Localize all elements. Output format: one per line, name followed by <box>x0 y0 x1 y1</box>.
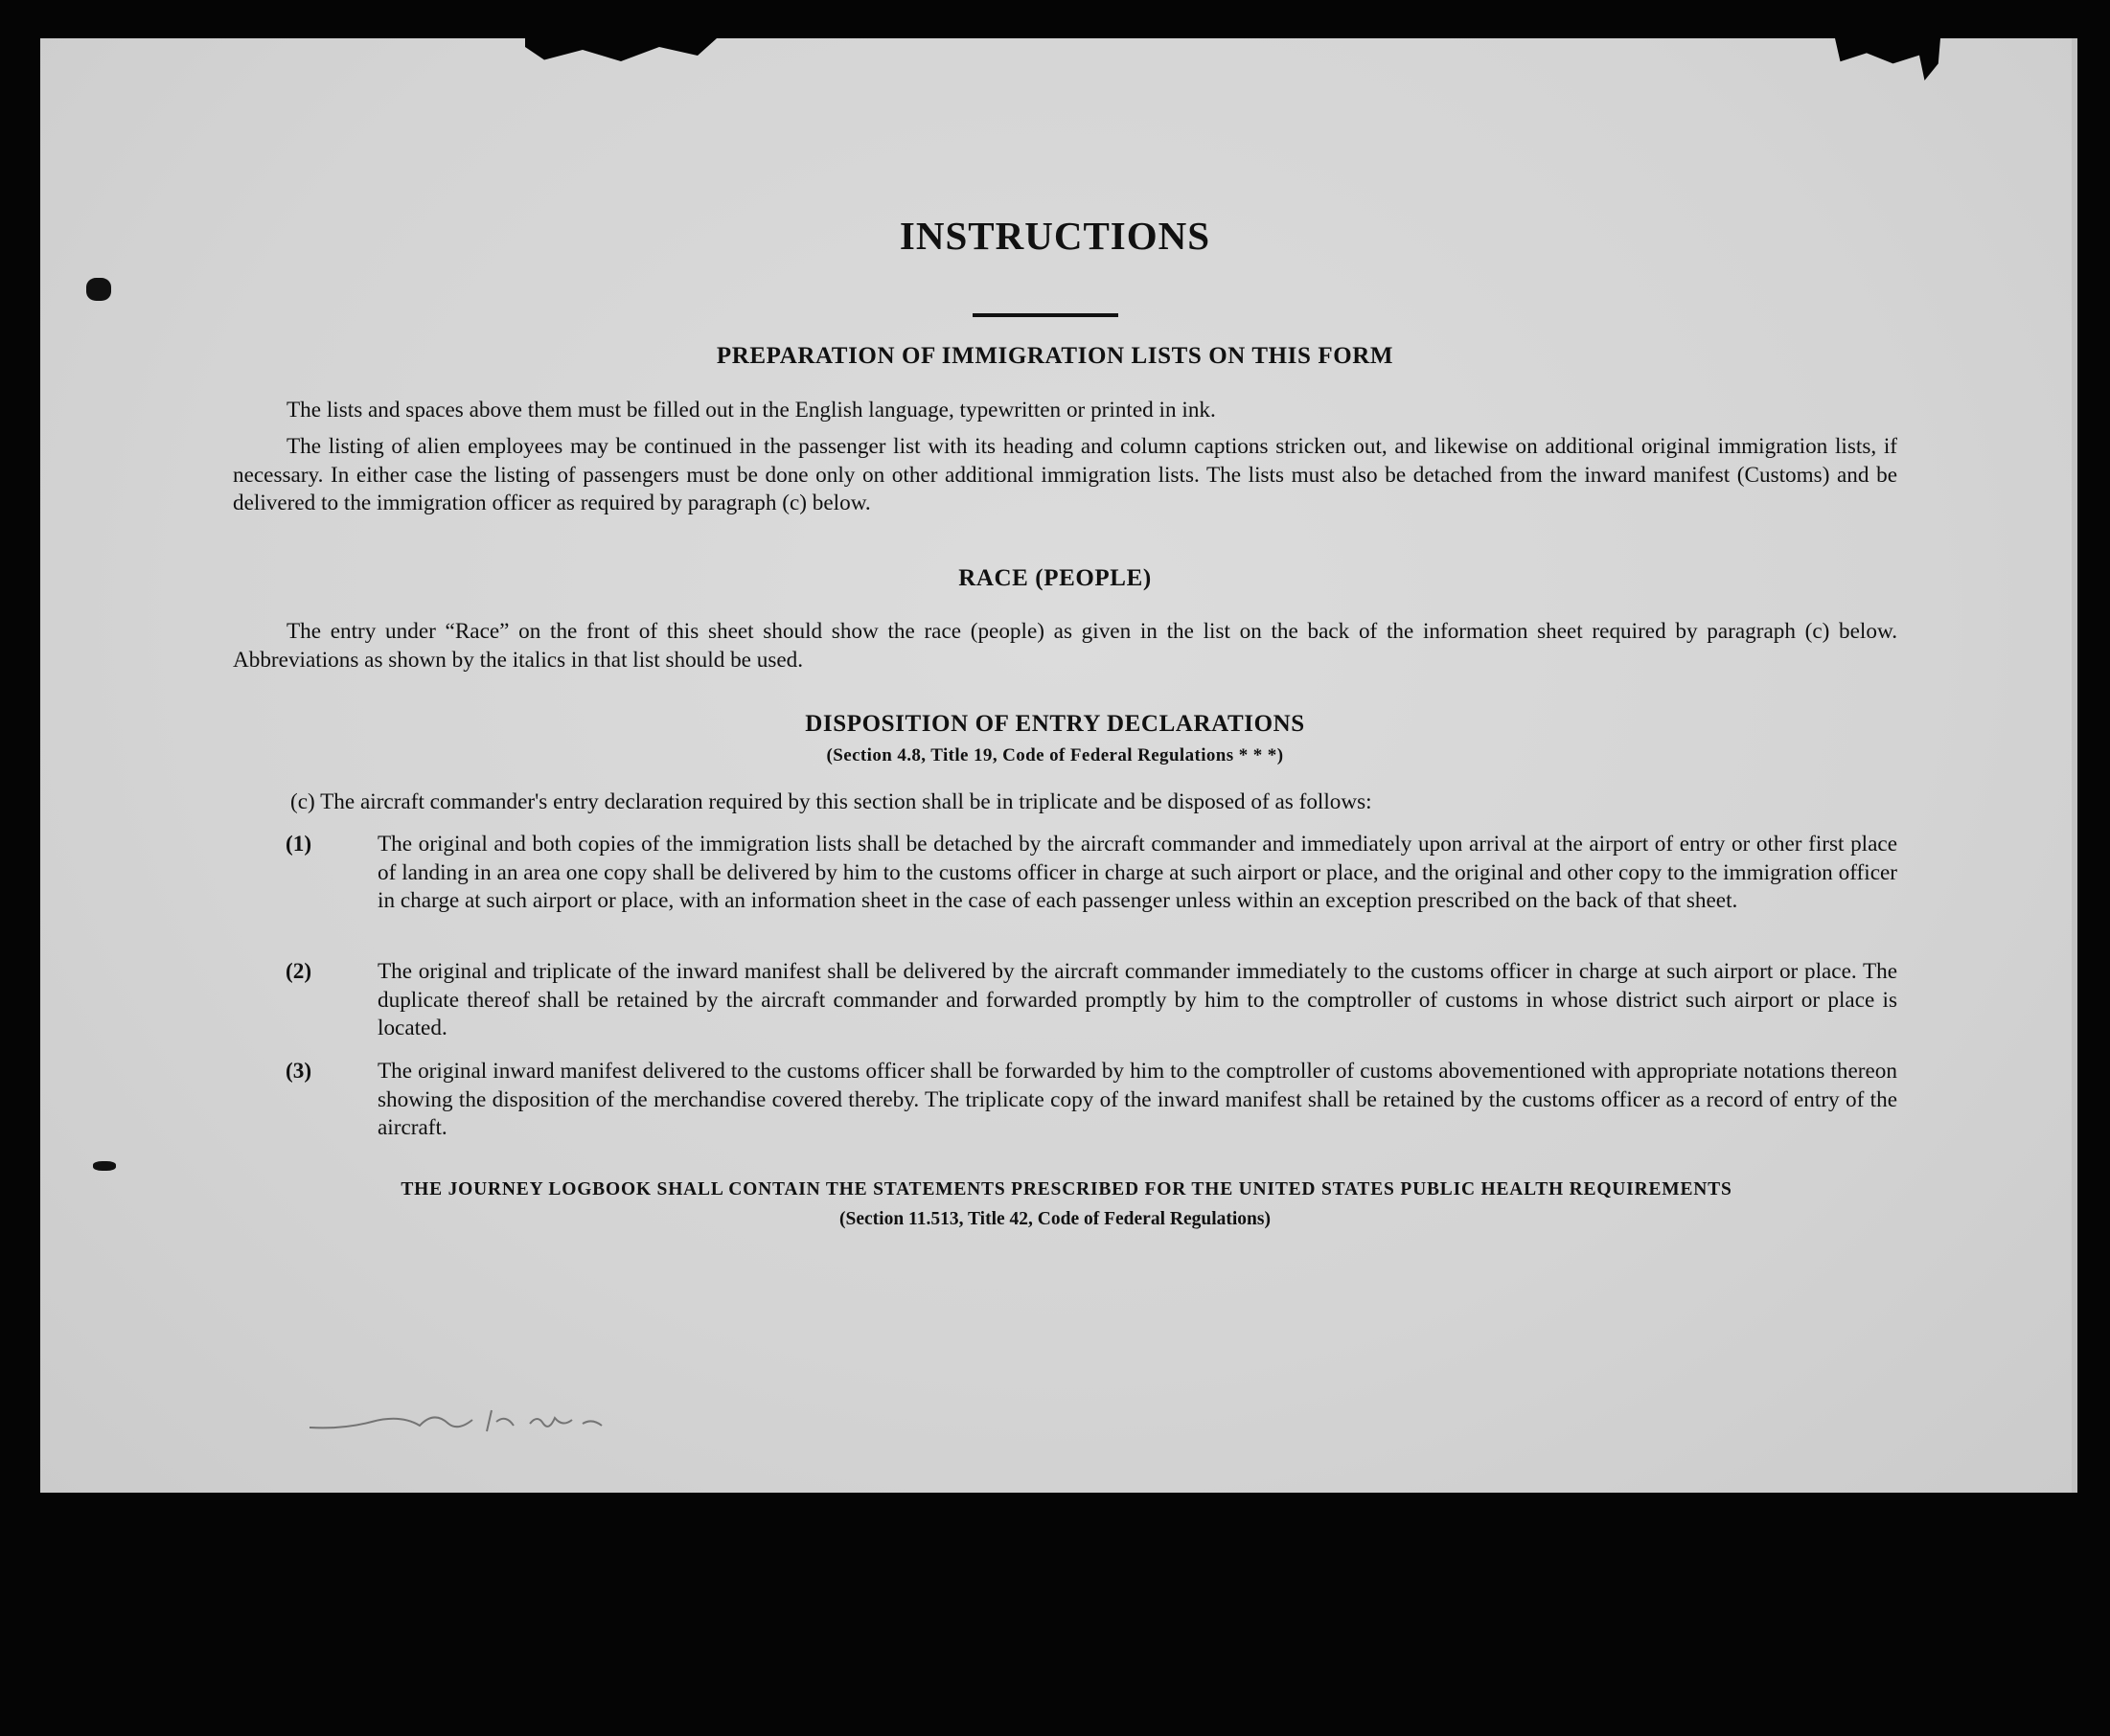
paragraph-alien-employees: The listing of alien employees may be continued in the passenger list with its heading and column captions stricken out, and likewise on additional original immigration lists, if necessary. In either case the listing of passengers must be done only on other additional immigration lists. The lists must also be detached from the inward manifest (Customs) and be delivered to the immigration officer as required by paragraph (c) below. <box>233 434 1897 515</box>
item-number: (1) <box>286 832 312 857</box>
item-text: The original inward manifest delivered to the customs officer shall be forwarded by him to the comptroller of customs abovementioned with appropriate notations thereon showing the disposition of the merchandise covered thereby. The triplicate copy of the inward manifest shall be retained by the customs officer as a record of entry of the aircraft. <box>378 1059 1897 1140</box>
list-item <box>286 958 1897 1043</box>
footer-citation: (Section 11.513, Title 42, Code of Federal Regulations) <box>839 1209 1271 1229</box>
list-item <box>286 831 1897 916</box>
item-text: The original and both copies of the immigration lists shall be detached by the aircraft commander and immediately upon arrival at the airport of entry or other first place of landing in an area one copy shall be delivered by him to the customs officer in charge at such airport or place, and the original and other copy to the immigration officer in charge at such airport or place, with an information sheet in the case of each passenger unless within an exception prescribed on the back of that sheet. <box>378 832 1897 913</box>
section-heading-race: RACE (PEOPLE) <box>958 565 1152 591</box>
item-text: The original and triplicate of the inward manifest shall be delivered by the aircraft commander immediately to the customs officer in charge at such airport or place. The duplicate thereof shall be retained by the aircraft commander and forwarded promptly by him to the comptroller of customs in whose district such airport or place is located. <box>378 959 1897 1040</box>
list-item <box>286 1058 1897 1143</box>
page-title: INSTRUCTIONS <box>899 214 1211 258</box>
section-heading-preparation: PREPARATION OF IMMIGRATION LISTS ON THIS FORM <box>716 343 1394 369</box>
handwritten-signature <box>305 1401 631 1439</box>
paragraph-language: The lists and spaces above them must be filled out in the English language, typewritten or printed in ink. <box>287 398 1216 423</box>
footer-health-requirements: THE JOURNEY LOGBOOK SHALL CONTAIN THE STATEMENTS PRESCRIBED FOR THE UNITED STATES PUBLIC HEALTH REQUIREMENTS <box>401 1179 1732 1199</box>
paragraph-disposition-intro: (c) The aircraft commander's entry declaration required by this section shall be in triplicate and be disposed of as follows: <box>290 789 1372 814</box>
section-subheading-disposition: (Section 4.8, Title 19, Code of Federal Regulations * * *) <box>826 745 1284 765</box>
title-rule <box>973 313 1118 317</box>
paragraph-race: The entry under “Race” on the front of this sheet should show the race (people) as given in the list on the back of the information sheet required by paragraph (c) below. Abbreviations as shown by the italics in that list should be used. <box>233 619 1897 673</box>
section-heading-disposition: DISPOSITION OF ENTRY DECLARATIONS <box>805 711 1305 737</box>
item-number: (2) <box>286 959 312 984</box>
item-number: (3) <box>286 1059 312 1084</box>
